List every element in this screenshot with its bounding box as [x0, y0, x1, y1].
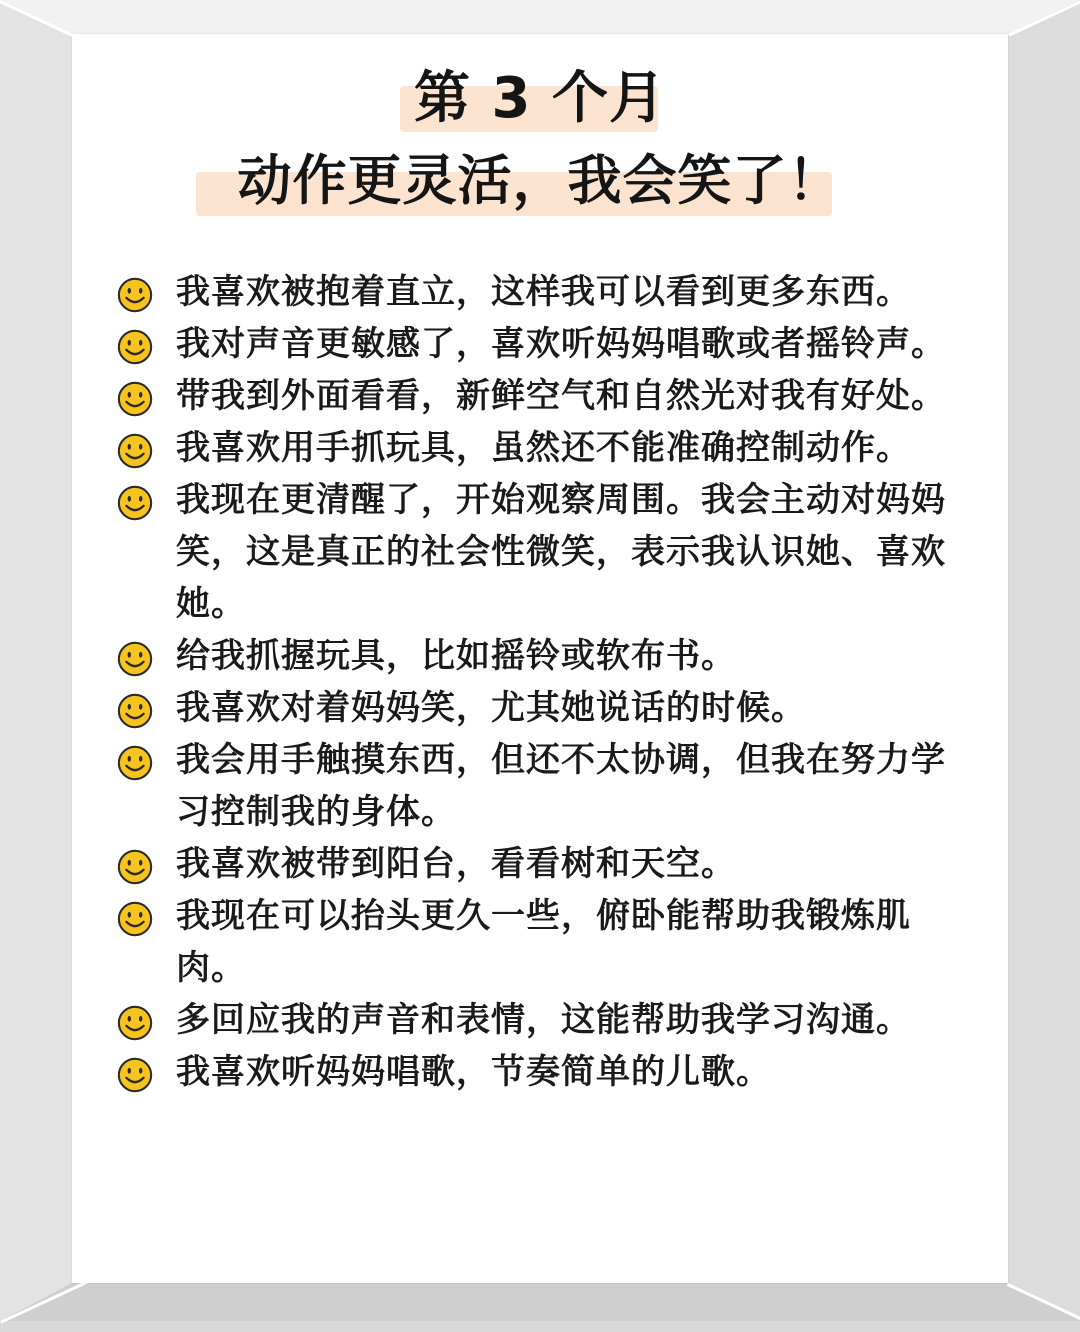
frame-corner-line: [1007, 1283, 1080, 1332]
list-item-text: 我喜欢被带到阳台，看看树和天空。: [176, 844, 736, 884]
list-item-text: 我喜欢用手抓玩具，虽然还不能准确控制动作。: [176, 428, 911, 468]
list-item-text: 我喜欢被抱着直立，这样我可以看到更多东西。: [176, 272, 911, 312]
list-item-text: 我现在可以抬头更久一些，俯卧能帮助我锻炼肌肉。: [176, 896, 911, 988]
smiley-face-icon: [116, 380, 154, 418]
list-item: [116, 682, 956, 734]
smiley-face-icon: [116, 900, 154, 938]
smiley-face-icon: [116, 276, 154, 314]
smiley-face-icon: [116, 328, 154, 366]
list-item-text: 我喜欢听妈妈唱歌，节奏简单的儿歌。: [176, 1052, 771, 1092]
list-item: [116, 318, 956, 370]
list-item: [116, 266, 956, 318]
list-item-text: 我现在更清醒了，开始观察周围。我会主动对妈妈笑，这是真正的社会性微笑，表示我认识她、喜欢她。: [176, 480, 946, 624]
list-item: [116, 734, 956, 838]
list-item: [116, 838, 956, 890]
milestone-list: [116, 266, 956, 1098]
frame-corner-line: [1008, 0, 1080, 37]
list-item-text: 带我到外面看看，新鲜空气和自然光对我有好处。: [176, 376, 946, 416]
list-item-text: 我会用手触摸东西，但还不太协调，但我在努力学习控制我的身体。: [176, 740, 946, 832]
list-item-text: 我喜欢对着妈妈笑，尤其她说话的时候。: [176, 688, 806, 728]
smiley-face-icon: [116, 484, 154, 522]
content-card: [72, 34, 1008, 1283]
list-item: [116, 994, 956, 1046]
list-item: [116, 422, 956, 474]
list-item: [116, 370, 956, 422]
list-item-text: 多回应我的声音和表情，这能帮助我学习沟通。: [176, 1000, 911, 1040]
list-item-text: 我对声音更敏感了，喜欢听妈妈唱歌或者摇铃声。: [176, 324, 946, 364]
smiley-face-icon: [116, 1056, 154, 1094]
list-item: [116, 474, 956, 630]
smiley-face-icon: [116, 640, 154, 678]
smiley-face-icon: [116, 1004, 154, 1042]
list-item-text: 给我抓握玩具，比如摇铃或软布书。: [176, 636, 736, 676]
list-item: [116, 1046, 956, 1098]
list-item: [116, 890, 956, 994]
smiley-face-icon: [116, 432, 154, 470]
page-subtitle: 动作更灵活，我会笑了！: [237, 149, 843, 212]
smiley-face-icon: [116, 848, 154, 886]
page-title: 第 3 个月: [414, 66, 666, 131]
smiley-face-icon: [116, 744, 154, 782]
list-item: [116, 630, 956, 682]
smiley-face-icon: [116, 692, 154, 730]
